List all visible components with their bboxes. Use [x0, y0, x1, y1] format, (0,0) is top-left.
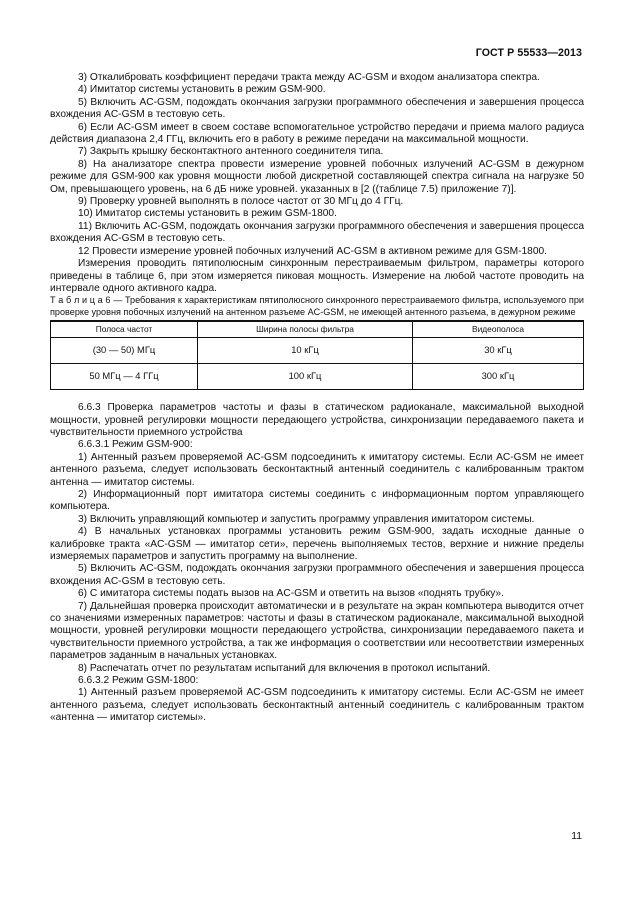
paragraph: 8) На анализаторе спектра провести измерение уровней побочных излучений AC-GSM в дежурном режиме для GSM-900 как уровня мощности любой дискретной составляющей спектра сигнала на нагрузке 50 Ом, превышающего уровень, на 6 дБ ниже уровней. указанных в [2 ((таблице 7.5) приложение 7)]. [50, 158, 584, 195]
paragraph: 6) Если AC-GSM имеет в своем составе вспомогательное устройство передачи и приема малого радиуса действия диапазона 2,4 ГГц, включить его в работу в режиме передачи на максимальной мощности. [50, 121, 584, 146]
paragraph: Измерения проводить пятиполюсным синхронным перестраиваемым фильтром, параметры которого приведены в таблице 6, при этом измеряется пиковая мощность. Измерение на любой частоте проводить на интервале одного активного кадра. [50, 258, 584, 294]
table-cell: (30 — 50) МГц [51, 338, 198, 364]
table-header-row [51, 321, 584, 338]
subsection-heading: 6.6.3.2 Режим GSM-1800: [78, 675, 199, 687]
paragraph: 2) Информационный порт имитатора системы соединить с информационным портом управляющего компьютера. [50, 488, 584, 513]
table-cell: 50 МГц — 4 ГГц [51, 364, 198, 390]
document-standard-number: ГОСТ Р 55533—2013 [475, 47, 582, 59]
column-header: Ширина полосы фильтра [198, 321, 413, 338]
table-cell: 300 кГц [413, 364, 584, 390]
paragraph: 7) Закрыть крышку бесконтактного антенного соединителя типа. [78, 146, 384, 158]
filter-requirements-table [50, 320, 584, 390]
paragraph: 5) Включить AC-GSM, подождать окончания загрузки программного обеспечения и завершения процесса вхождения AC-GSM в тестовую сеть. [50, 96, 584, 121]
paragraph: 11) Включить AC-GSM, подождать окончания загрузки программного обеспечения и завершения процесса вхождения AC-GSM в тестовую сеть. [50, 220, 584, 245]
paragraph: 3) Откалибровать коэффициент передачи тракта между AC-GSM и входом анализатора спектра. [78, 72, 540, 83]
paragraph: 9) Проверку уровней выполнять в полосе частот от 30 МГц до 4 ГГц. [78, 196, 404, 208]
column-header: Видеополоса [413, 321, 584, 338]
paragraph: 7) Дальнейшая проверка происходит автоматически и в результате на экран компьютера выводится отчет со значениями измеренных параметров: частоты и фазы в статическом радиоканале, максимальной выходной мощности, уровней регулировки мощности передающего устройства, синхронизации передаваемого пакета и чувствительности приемного устройства, а так же информация о соответствии или несоответствии измеренных параметров заданным в начальных установках. [50, 600, 584, 662]
table-row [51, 338, 584, 364]
paragraph: 8) Распечатать отчет по результатам испытаний для включения в протокол испытаний. [78, 662, 491, 674]
column-header: Полоса частот [51, 321, 198, 338]
table-cell: 30 кГц [413, 338, 584, 364]
table-cell: 10 кГц [198, 338, 413, 364]
paragraph: 12 Провести измерение уровней побочных излучений AC-GSM в активном режиме для GSM-1800. [78, 245, 548, 257]
page-number: 11 [571, 831, 582, 842]
table-caption: Т а б л и ц а 6 — Требования к характеристикам пятиполюсного синхронного перестраиваемого фильтра, используемого при проверке уровня побочных излучений на антенном разъеме AC-GSM, не имеющей антенного разъема, в дежурном режиме [50, 295, 584, 317]
paragraph: 10) Имитатор системы установить в режим GSM-1800. [78, 208, 337, 220]
paragraph: 6) С имитатора системы подать вызов на AC-GSM и ответить на вызов «поднять трубку». [78, 588, 504, 600]
page-body [50, 72, 584, 725]
paragraph: 4) В начальных установках программы установить режим GSM-900, задать исходные данные о калибровке тракта «AC-GSM — имитатор сети», перечень выполняемых тестов, верхние и нижние пределы измеряемых параметров и запустить программу на выполнение. [50, 526, 584, 562]
section-heading: 6.6.3 Проверка параметров частоты и фазы в статическом радиоканале, максимальной выходной мощности, уровней регулировки мощности передающего устройства, синхронизации передаваемого пакета и чувствительности приемного устройства [50, 402, 584, 438]
subsection-heading: 6.6.3.1 Режим GSM-900: [78, 439, 193, 451]
paragraph: 1) Антенный разъем проверяемой AC-GSM подсоединить к имитатору системы. Если AC-GSM не имеет антенного разъема, следует использовать бесконтактный антенный соединитель с калиброванным трактом антенна — имитатор системы. [50, 451, 584, 488]
paragraph: 1) Антенный разъем проверяемой AC-GSM подсоединить к имитатору системы. Если AC-GSM не имеет антенного разъема, следует использовать бесконтактный антенный соединитель с калиброванным трактом «антенна — имитатор системы». [50, 687, 584, 724]
paragraph: 4) Имитатор системы установить в режим GSM-900. [78, 84, 326, 96]
table-cell: 100 кГц [198, 364, 413, 390]
table-row [51, 364, 584, 390]
paragraph: 5) Включить AC-GSM, подождать окончания загрузки программного обеспечения и завершения процесса вхождения AC-GSM в тестовую сеть. [50, 563, 584, 587]
paragraph: 3) Включить управляющий компьютер и запустить программу управления имитатором системы. [78, 513, 535, 525]
